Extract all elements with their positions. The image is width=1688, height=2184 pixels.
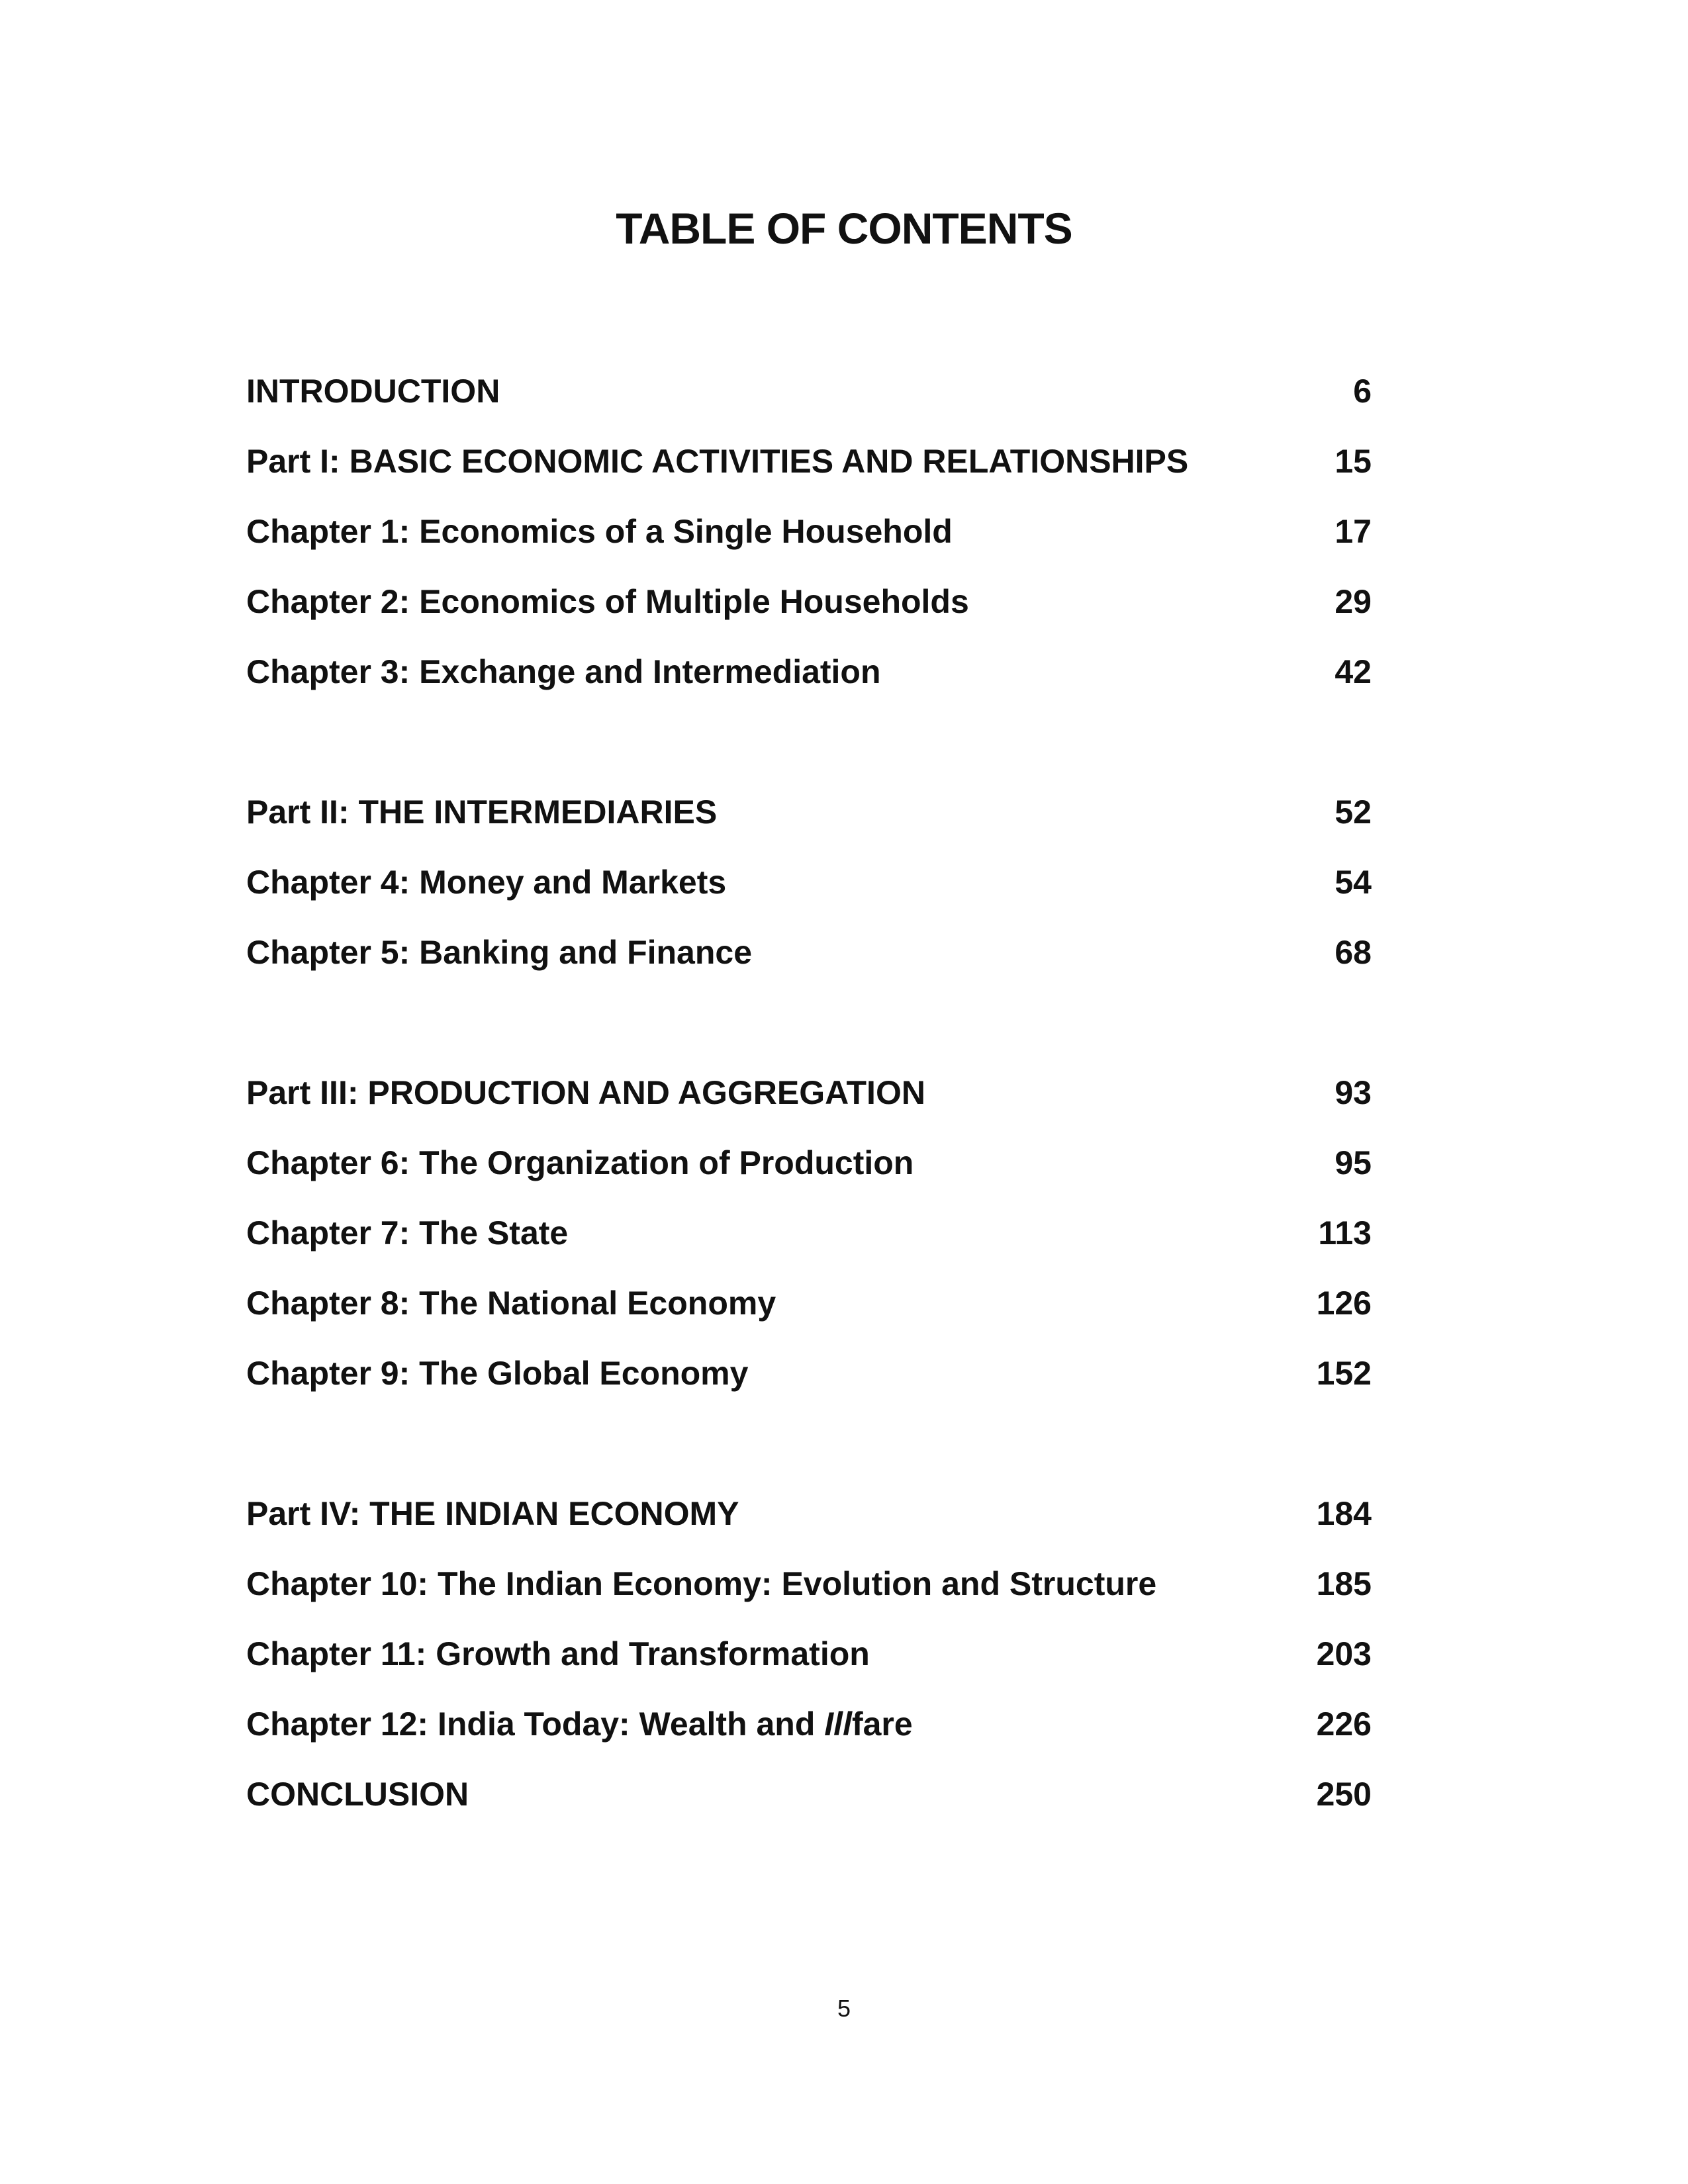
toc-entry-label: Part II: THE INTERMEDIARIES <box>246 794 718 831</box>
page-title: TABLE OF CONTENTS <box>616 204 1072 253</box>
toc-entry-chapter-11[interactable] <box>246 1631 1372 1701</box>
toc-entry-label: Chapter 4: Money and Markets <box>246 864 727 901</box>
page-number: 5 <box>837 1995 851 2022</box>
toc-entry-chapter-12[interactable] <box>246 1701 1372 1771</box>
toc-entry-label-italic: Ill <box>824 1706 852 1743</box>
section-spacer <box>246 999 1372 1069</box>
toc-entry-chapter-10[interactable] <box>246 1561 1372 1631</box>
toc-entry-label: Chapter 10: The Indian Economy: Evolution and Structure <box>246 1565 1157 1602</box>
toc-entry-page: 250 <box>1316 1776 1372 1813</box>
toc-entry-page: 42 <box>1335 653 1372 690</box>
toc-entry-page: 184 <box>1316 1495 1372 1532</box>
toc-entry-label: Chapter 9: The Global Economy <box>246 1355 749 1392</box>
toc-entry-page: 185 <box>1316 1565 1372 1602</box>
toc-entry-page: 203 <box>1316 1635 1372 1672</box>
toc-entry-page: 126 <box>1316 1285 1372 1322</box>
toc-entry-label: Chapter 3: Exchange and Intermediation <box>246 653 881 690</box>
toc-entry-chapter-3[interactable] <box>246 649 1372 719</box>
toc-entry-label: Chapter 8: The National Economy <box>246 1285 776 1322</box>
toc-entry-chapter-9[interactable] <box>246 1350 1372 1420</box>
toc-entry-page: 52 <box>1335 794 1372 831</box>
toc-entry-label: Chapter 2: Economics of Multiple Households <box>246 583 969 620</box>
toc-entry-label: Chapter 1: Economics of a Single Household <box>246 513 953 550</box>
toc-entry-label: Chapter 11: Growth and Transformation <box>246 1635 870 1672</box>
toc-entry-page: 113 <box>1318 1214 1372 1251</box>
toc-entry-chapter-6[interactable] <box>246 1140 1372 1210</box>
toc-entry-page: 68 <box>1335 934 1372 971</box>
toc-entry-label: Part I: BASIC ECONOMIC ACTIVITIES AND RELATIONSHIPS <box>246 443 1189 480</box>
toc-entry-chapter-4[interactable] <box>246 859 1372 929</box>
toc-entry-chapter-1[interactable] <box>246 508 1372 578</box>
toc-entry-page: 29 <box>1335 583 1372 620</box>
toc-entry-label: Part IV: THE INDIAN ECONOMY <box>246 1495 739 1532</box>
toc-entry-introduction[interactable] <box>246 368 1372 438</box>
section-spacer <box>246 1420 1372 1490</box>
toc-entry-page: 152 <box>1316 1355 1372 1392</box>
toc-entry-part-4[interactable] <box>246 1490 1372 1561</box>
toc-entry-part-1[interactable] <box>246 438 1372 508</box>
toc-entry-page: 54 <box>1335 864 1372 901</box>
toc-entry-chapter-8[interactable] <box>246 1280 1372 1350</box>
toc-entry-page: 95 <box>1335 1144 1372 1181</box>
toc-entry-label-suffix: fare <box>851 1706 913 1743</box>
toc-entry-chapter-2[interactable] <box>246 578 1372 649</box>
table-of-contents <box>246 368 1372 1841</box>
toc-entry-page: 15 <box>1335 443 1372 480</box>
toc-entry-label: Chapter 6: The Organization of Production <box>246 1144 914 1181</box>
toc-entry-page: 17 <box>1335 513 1372 550</box>
toc-entry-chapter-7[interactable] <box>246 1210 1372 1280</box>
toc-entry-part-2[interactable] <box>246 789 1372 859</box>
toc-entry-label: Chapter 7: The State <box>246 1214 569 1251</box>
toc-entry-label: CONCLUSION <box>246 1776 469 1813</box>
toc-entry-label <box>246 1701 913 1747</box>
toc-entry-conclusion[interactable] <box>246 1771 1372 1841</box>
toc-entry-label: INTRODUCTION <box>246 373 500 410</box>
toc-entry-part-3[interactable] <box>246 1069 1372 1140</box>
section-spacer <box>246 719 1372 789</box>
toc-entry-page: 226 <box>1316 1706 1372 1743</box>
toc-entry-label-prefix: Chapter 12: India Today: Wealth and <box>246 1706 825 1743</box>
toc-entry-page: 93 <box>1335 1074 1372 1111</box>
toc-entry-label: Part III: PRODUCTION AND AGGREGATION <box>246 1074 925 1111</box>
toc-entry-label: Chapter 5: Banking and Finance <box>246 934 753 971</box>
toc-entry-page: 6 <box>1353 373 1372 410</box>
toc-entry-chapter-5[interactable] <box>246 929 1372 999</box>
